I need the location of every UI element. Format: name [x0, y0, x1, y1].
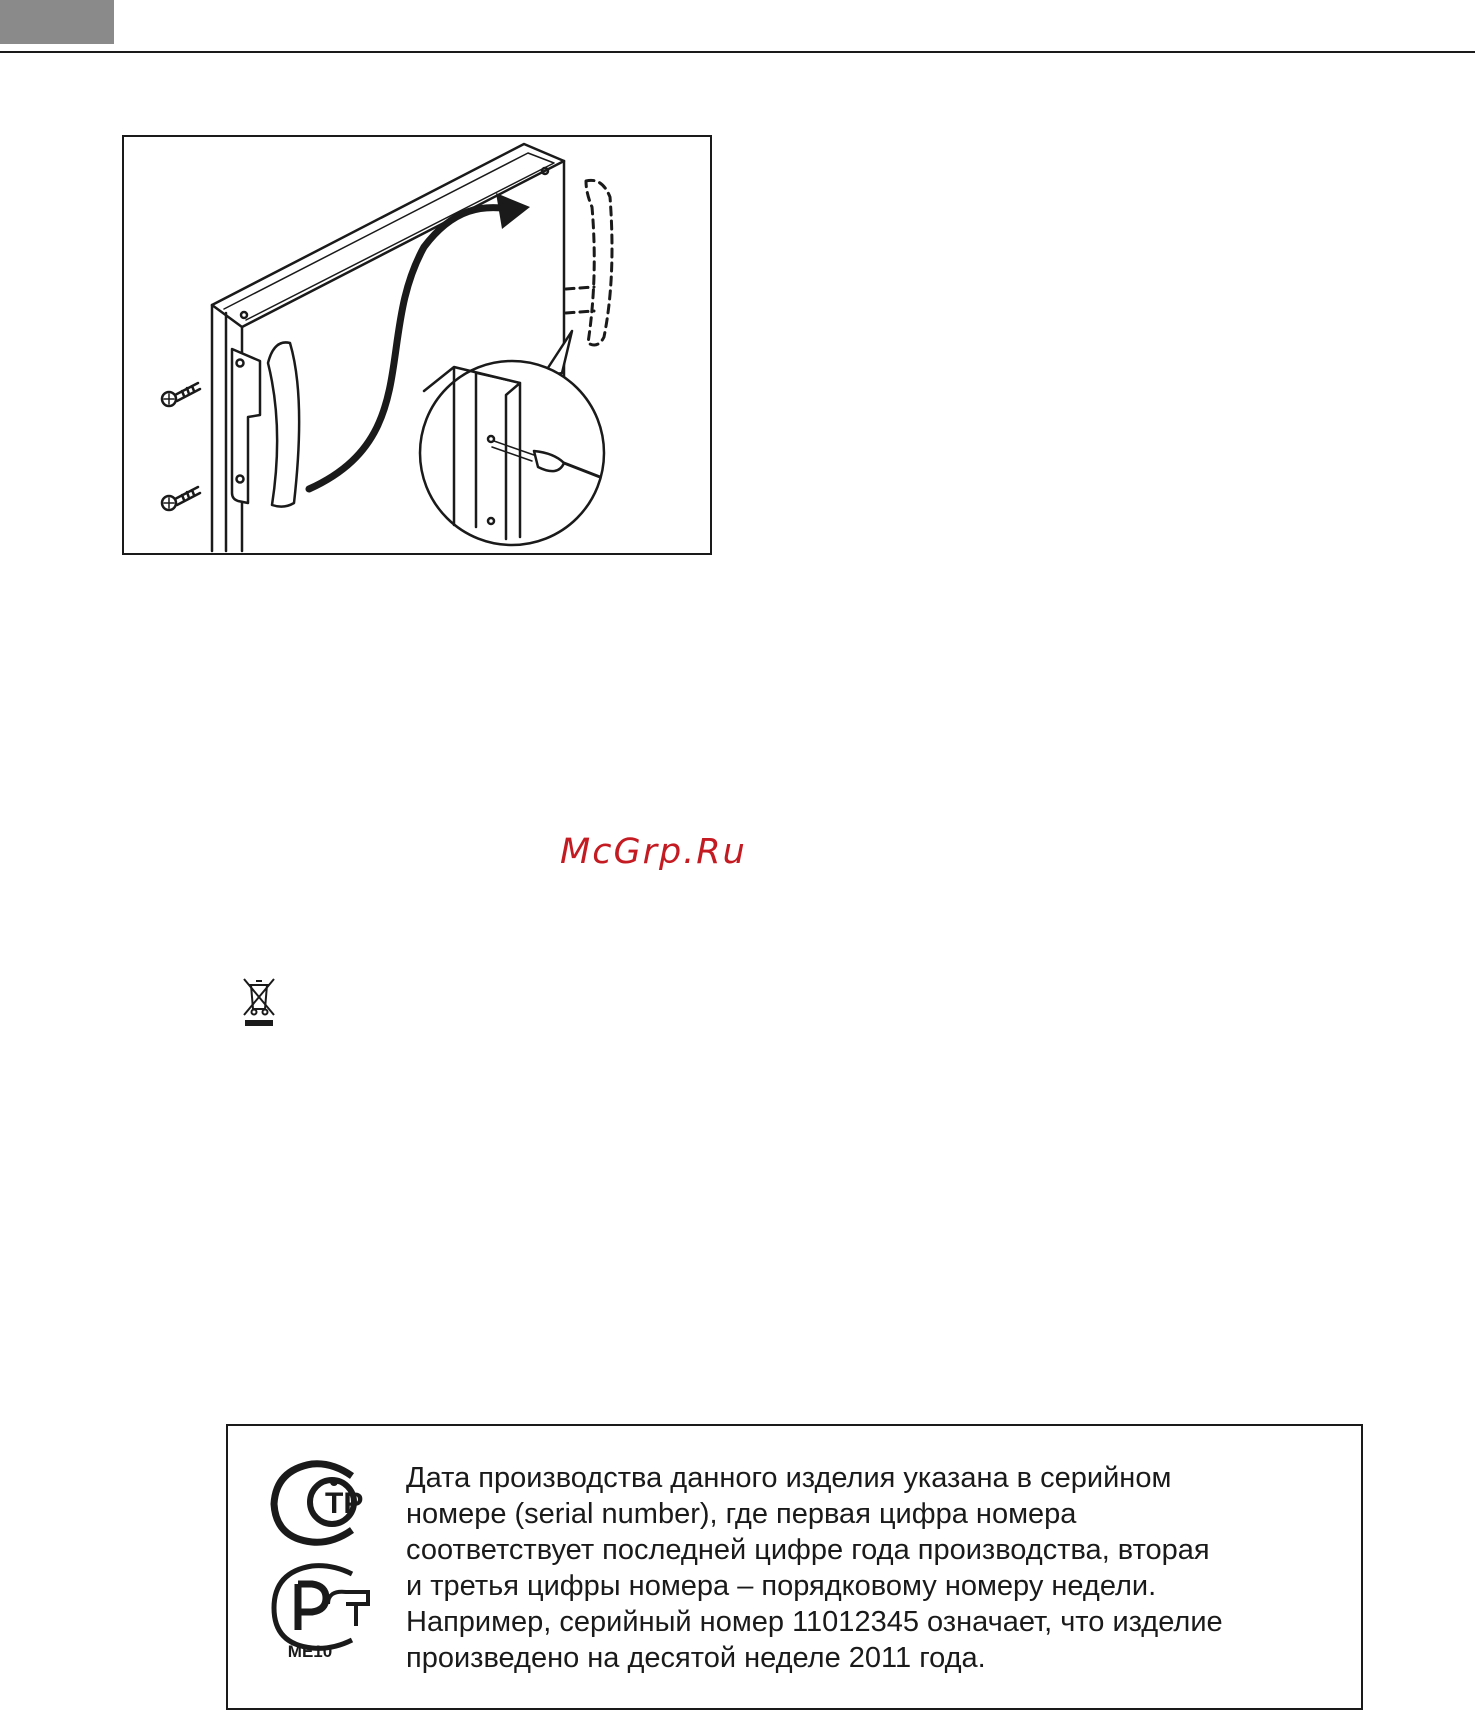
certification-code: ME10: [287, 1642, 333, 1661]
svg-text:ТР: ТР: [325, 1487, 364, 1520]
certification-line: и третья цифры номера – порядковому номеру недели.: [406, 1570, 1157, 1602]
certification-line: произведено на десятой неделе 2011 года.: [406, 1642, 986, 1674]
header-rule: [0, 51, 1475, 53]
door-handle-figure: [122, 135, 712, 555]
certification-line: номере (serial number), где первая цифра номера: [406, 1498, 1077, 1530]
crossed-out-wheelie-bin-icon: [240, 975, 278, 1027]
watermark: McGrp.Ru: [560, 832, 747, 872]
eac-certification-icon: [268, 1456, 378, 1552]
header-tab: [0, 0, 114, 44]
certification-line: Дата производства данного изделия указана в серийном: [406, 1462, 1172, 1494]
certification-text: [406, 1460, 1346, 1676]
door-handle-illustration-icon: [124, 137, 710, 553]
certification-notice: [226, 1424, 1363, 1710]
certification-line: соответствует последней цифре года производства, вторая: [406, 1534, 1210, 1566]
screw-icon: [162, 487, 200, 510]
screw-icon: [162, 383, 200, 406]
certification-line: Например, серийный номер 11012345 означает, что изделие: [406, 1606, 1223, 1638]
